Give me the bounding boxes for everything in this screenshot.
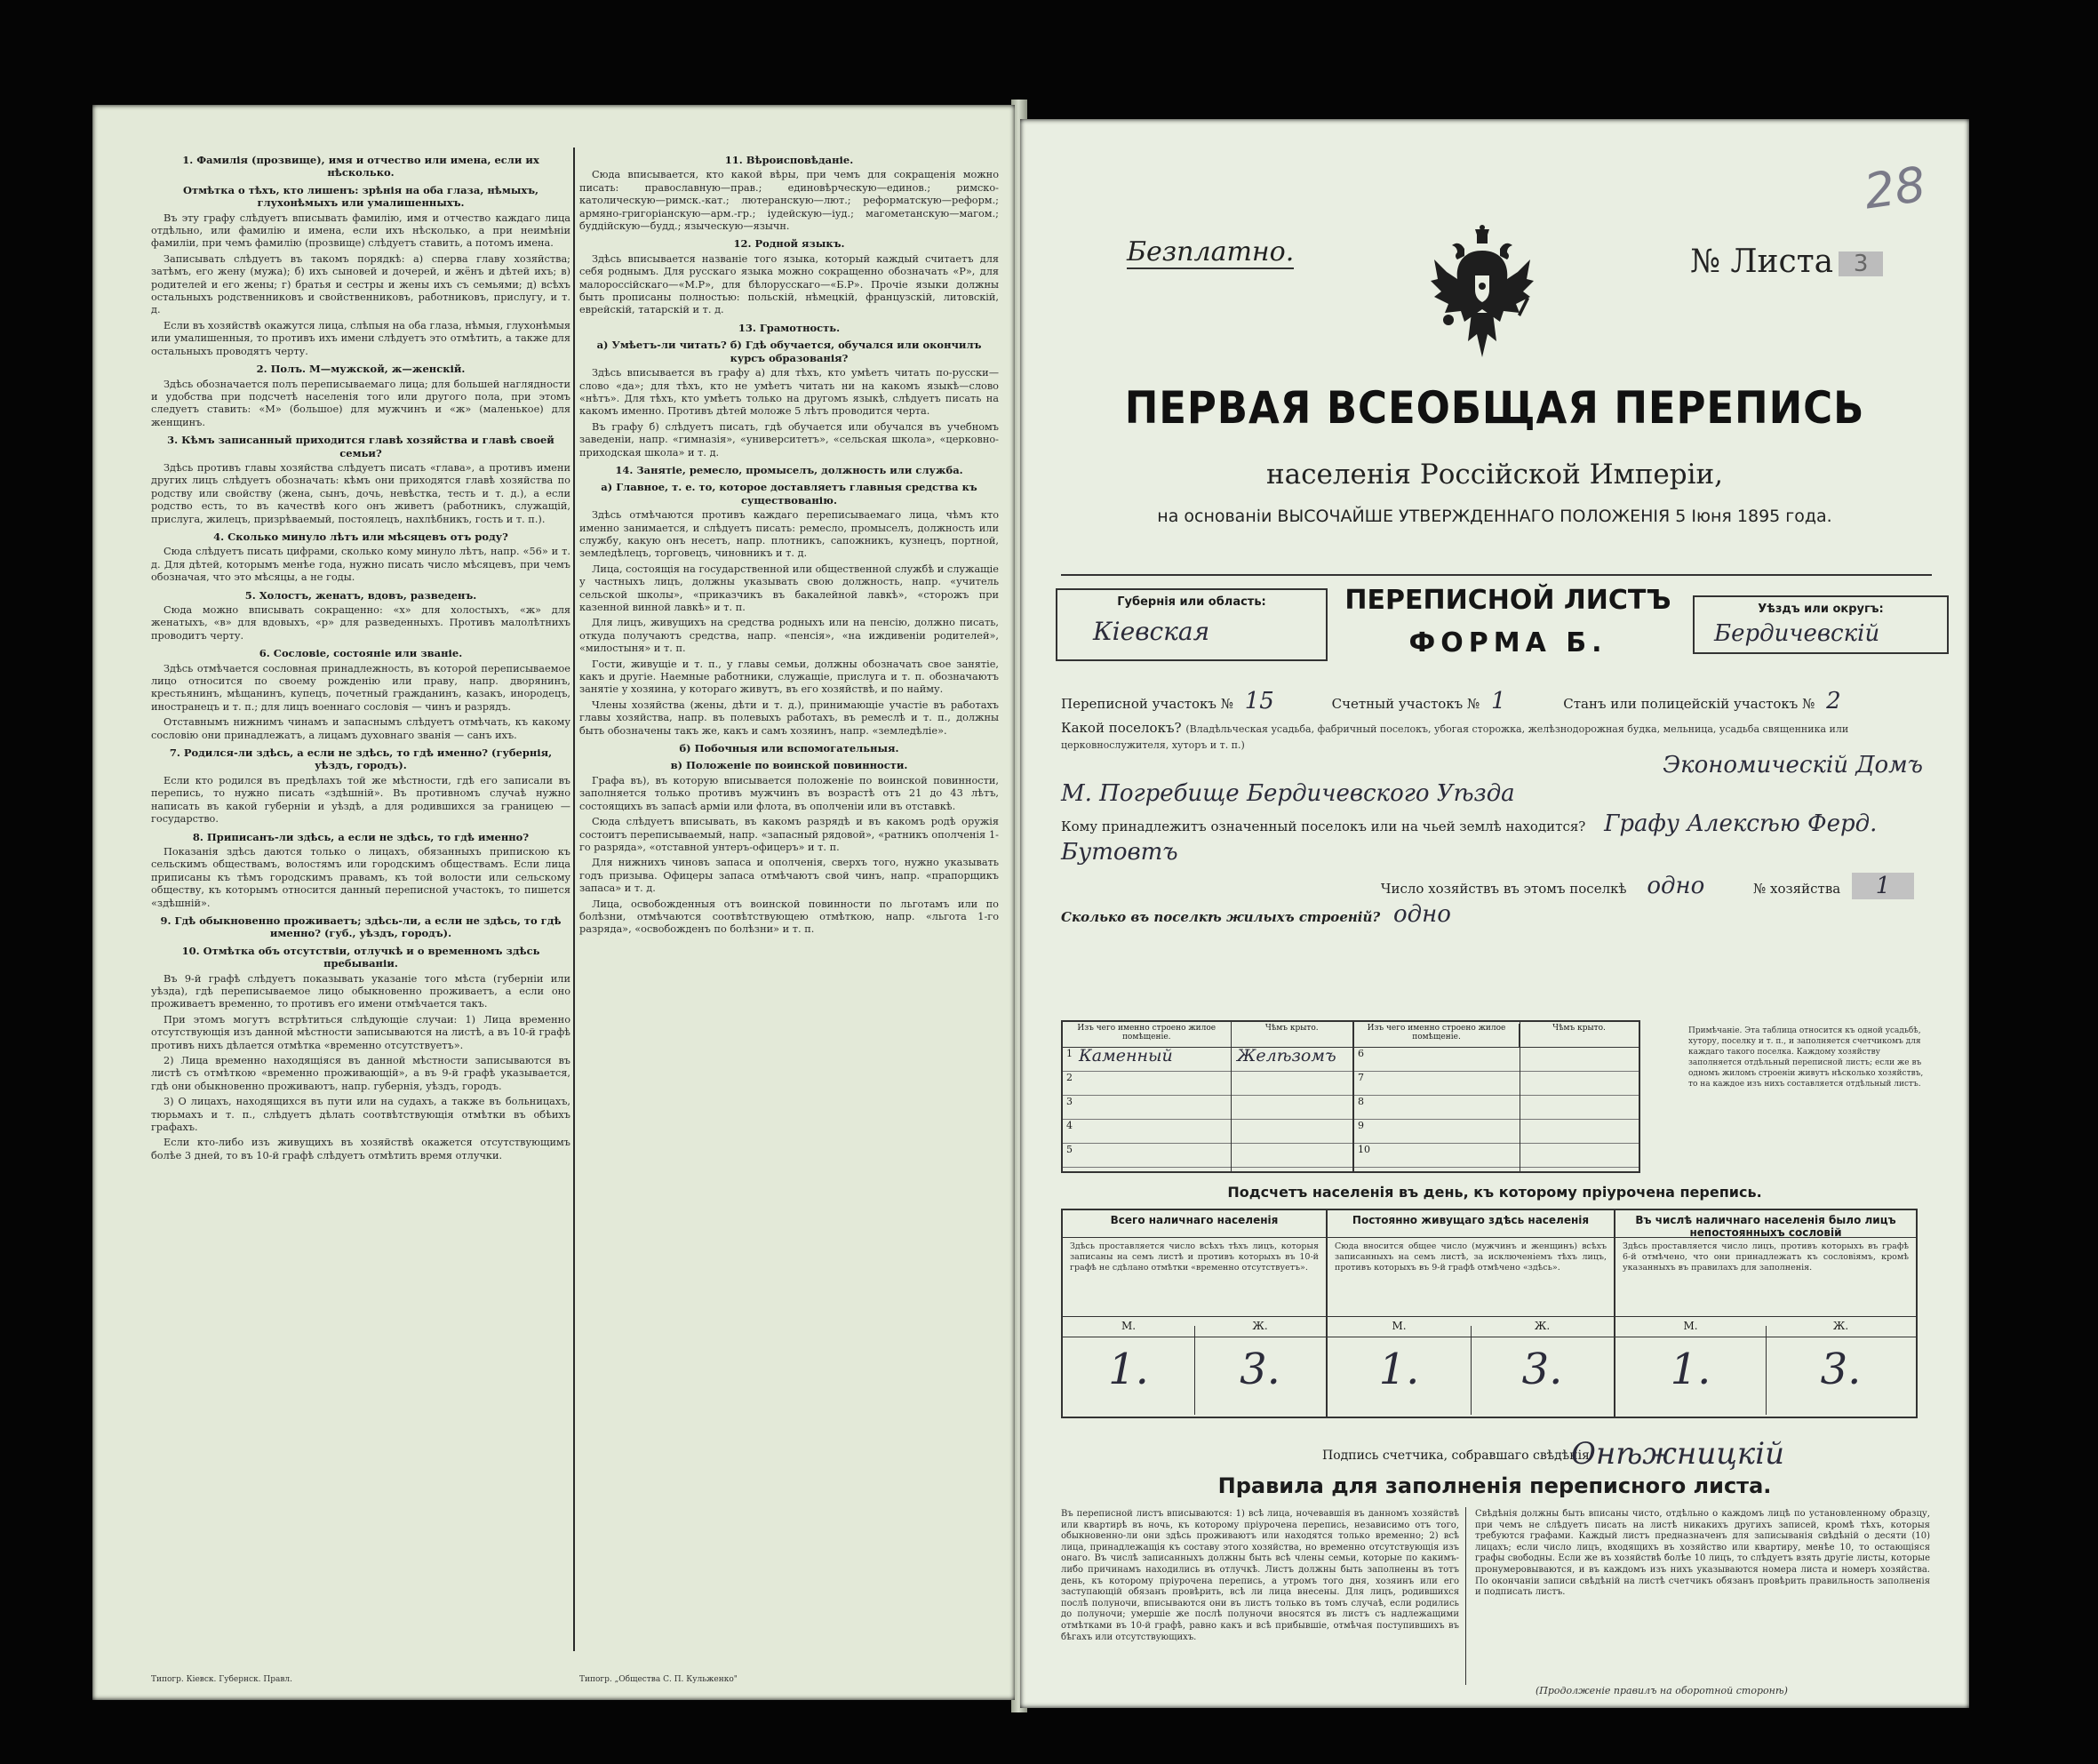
male-label: М. xyxy=(1392,1320,1407,1332)
section-paragraph: Сюда слѣдуетъ вписывать, въ какомъ разрядѣ и въ какомъ родѣ оружія состоитъ переписываемый, напр. «запасный рядовой», «ратникъ ополченія 1-го разряда», «отставной унтеръ-офицеръ» и т. п. xyxy=(579,816,999,853)
settlement-type-label: Какой поселокъ? xyxy=(1061,720,1182,736)
owner-row xyxy=(1061,810,1932,837)
female-label: Ж. xyxy=(1832,1320,1849,1332)
building-row-number: 5 xyxy=(1066,1144,1073,1155)
census-subtitle: населенія Россійской Имперіи, xyxy=(1265,459,1724,491)
count-precinct-value: 1 xyxy=(1490,688,1506,714)
building-row xyxy=(1063,1096,1352,1120)
instructions-column-1 xyxy=(151,149,570,1651)
building-row xyxy=(1063,1048,1352,1072)
household-no-label: № хозяйства xyxy=(1753,881,1841,897)
section-paragraph: Записывать слѣдуетъ въ такомъ порядкѣ: а) сперва главу хозяйства; затѣмъ, его жену (мужа); б) ихъ сыновей и дочерей, и жёнъ и дѣтей ихъ; в) родителей и его жены; г) братья и сестры и жены ихъ съ семьями; д) всѣхъ остальныхъ родственниковъ и свойственниковъ, работниковъ, прислугу, и т. д. xyxy=(151,252,570,316)
section-paragraph: Отставнымъ нижнимъ чинамъ и запаснымъ слѣдуетъ отмѣчать, къ какому сословію они принадлежатъ, а лицамъ духовнаго званія — санъ ихъ. xyxy=(151,716,570,741)
building-row-number: 8 xyxy=(1358,1096,1364,1107)
rules-title: Правила для заполненія переписного листа. xyxy=(1217,1473,1772,1498)
printer-imprint-right: Типогр. „Общества С. П. Кульженко" xyxy=(579,1675,738,1684)
female-label: Ж. xyxy=(1534,1320,1551,1332)
section-paragraph: Если кто родился въ предѣлахъ той же мѣстности, гдѣ его записали въ перепись, то нужно писать «здѣшній». Въ противномъ случаѣ нужно написать въ какой губерніи и уѣздѣ, а для родившихся за границею — государство. xyxy=(151,774,570,826)
section-heading: 13. Грамотность. xyxy=(738,321,841,334)
settlement-value-1: Экономическій Домъ xyxy=(1663,752,1923,778)
tally-half-divider xyxy=(1194,1326,1195,1415)
section-paragraph: Въ эту графу слѣдуетъ вписывать фамилію, имя и отчество каждаго лица отдѣльно, или фамилію и имена, если ихъ нѣсколько, а при неимѣніи фамиліи, при чемъ фамилію (прозвище) слѣдуетъ ставить, а потомъ имена. xyxy=(151,212,570,250)
signature-value: Онѣжницкій xyxy=(1571,1436,1785,1472)
census-precinct-value: 15 xyxy=(1244,688,1274,714)
section-paragraph: Если кто-либо изъ живущихъ въ хозяйствѣ окажется отсутствующимъ болѣе 3 дней, то въ 10-й графѣ слѣдуетъ отмѣтить время отлучки. xyxy=(151,1137,570,1161)
section-paragraph: Лица, состоящія на государственной или общественной службѣ и служащіе у частныхъ лицъ, должны указывать свою должность, напр. «учитель сельской школы», «приказчикъ въ бакалейной лавкѣ», «сторожъ при казенной винной лавкѣ» и т. п. xyxy=(579,563,999,613)
section-paragraph: Сюда можно вписывать сокращенно: «х» для холостыхъ, «ж» для женатыхъ, «в» для вдовыхъ, «р» для разведенныхъ. Противъ малолѣтнихъ проводитъ черту. xyxy=(151,604,570,642)
building-row-number: 9 xyxy=(1358,1120,1364,1131)
section-heading: 8. Приписанъ-ли здѣсь, а если не здѣсь, то гдѣ именно? xyxy=(192,830,530,843)
section-paragraph: Гости, живущіе и т. п., у главы семьи, должны обозначать свое занятіе, какъ и другіе. Наемные работники, служащіе, прислуга и т. п. обозначаютъ занятіе у хозяина, у котораго живутъ, въ его хозяйствѣ, и по найму. xyxy=(579,658,999,696)
section-heading: а) Главное, т. е. то, которое доставляетъ главныя средства къ существованію. xyxy=(601,481,977,507)
section-paragraph: Если въ хозяйствѣ окажутся лица, слѣпыя на оба глаза, нѣмыя, глухонѣмыя или умалишенныя, то противъ ихъ имени слѣдуетъ это отмѣтить, а также для остальныхъ проводятъ черту. xyxy=(151,319,570,357)
material-header: Изъ чего именно строено жилое помѣщеніе. xyxy=(1063,1024,1232,1047)
building-row xyxy=(1063,1120,1352,1144)
instructions-column-2 xyxy=(579,149,999,1651)
province-value: Кіевская xyxy=(1093,617,1210,646)
building-row xyxy=(1354,1072,1639,1096)
tally-column-title: Постоянно живущаго здѣсь населенія xyxy=(1328,1210,1614,1238)
buildings-table-header xyxy=(1063,1022,1352,1048)
handwritten-page-number: 28 xyxy=(1860,156,1929,220)
buildings-label: Сколько въ поселкѣ жилыхъ строеній? xyxy=(1061,909,1381,925)
male-count: 1. xyxy=(1108,1345,1149,1394)
tally-column xyxy=(1063,1210,1328,1417)
buildings-table-a xyxy=(1061,1020,1354,1173)
signature-label: Подпись счетчика, собравшаго свѣдѣнія xyxy=(1322,1449,1590,1463)
male-count: 1. xyxy=(1378,1345,1420,1394)
tally-column-description: Здѣсь проставляется число лицъ, противъ которыхъ въ графѣ 6-й отмѣчено, что они принадлежатъ къ сословіямъ, кромѣ указанныхъ въ правилахъ для заполненія. xyxy=(1615,1238,1916,1317)
free-of-charge-label: Безплатно. xyxy=(1127,236,1295,267)
right-page-census-form xyxy=(1020,119,1969,1708)
section-heading: 11. Вѣроисповѣданіе. xyxy=(724,154,854,166)
building-row xyxy=(1063,1144,1352,1168)
sheet-number-value: 3 xyxy=(1839,251,1883,276)
section-heading: а) Умѣетъ-ли читать? б) Гдѣ обучается, обучался или окончилъ курсъ образованія? xyxy=(596,339,982,364)
printer-imprint-left: Типогр. Кіевск. Губернск. Правл. xyxy=(151,1675,293,1684)
settlement-type-row xyxy=(1061,720,1932,752)
male-label: М. xyxy=(1121,1320,1137,1332)
section-paragraph: Показанія здѣсь даются только о лицахъ, обязанныхъ припискою къ сельскимъ обществамъ, волостямъ или городскимъ обществамъ. Если лица приписаны къ тѣмъ городскимъ правамъ, къ той волости или сельскому обществу, къ которымъ относится данный переписной участокъ, то пишется «здѣшній». xyxy=(151,845,570,909)
building-row xyxy=(1354,1120,1639,1144)
section-paragraph: Здѣсь противъ главы хозяйства слѣдуетъ писать «глава», а противъ имени других лицъ слѣдуетъ обозначать: кѣмъ они приходятся главѣ хозяйства по родству или свойству (жена, сынъ, дочь, невѣстка, тесть и т. д.), а если родство есть, то въ качествѣ кого онъ живетъ (работникъ, служащій, прислуга, жилецъ, призрѣваемый, постоялецъ, нахлѣбникъ, гость и т. п.). xyxy=(151,461,570,525)
building-roof: Желѣзомъ xyxy=(1237,1046,1336,1066)
police-precinct-label: Станъ или полицейскій участокъ № xyxy=(1563,696,1815,712)
tally-column-description: Здѣсь проставляется число всѣхъ тѣхъ лицъ, которыя записаны на семъ листѣ и противъ которыхъ въ 10-й графѣ не сдѣлано отмѣтки «временно отсутствуетъ». xyxy=(1063,1238,1326,1317)
owner-value-1: Графу Алексѣю Ферд. xyxy=(1604,810,1878,837)
decree-line: на основаніи ВЫСОЧАЙШЕ УТВЕРЖДЕННАГО ПОЛОЖЕНІЯ 5 Іюня 1895 года. xyxy=(1157,507,1832,526)
section-heading: 4. Сколько минуло лѣтъ или мѣсяцевъ отъ роду? xyxy=(213,530,508,543)
owner-label: Кому принадлежитъ означенный поселокъ или на чьей землѣ находится? xyxy=(1061,818,1586,834)
section-paragraph: Въ 9-й графѣ слѣдуетъ показывать указаніе того мѣста (губерніи или уѣзда), гдѣ переписываемое лицо обыкновенно проживаетъ, а если оно проживаетъ временно, то противъ его имени отмѣчается такъ. xyxy=(151,972,570,1010)
census-precinct-label: Переписной участокъ № xyxy=(1061,696,1233,712)
household-no-value: 1 xyxy=(1852,873,1914,899)
households-count-value: одно xyxy=(1647,873,1705,899)
police-precinct-value: 2 xyxy=(1826,688,1841,714)
settlement-value-row-2 xyxy=(1061,780,1932,807)
section-paragraph: Члены хозяйства (жены, дѣти и т. д.), принимающіе участіе въ работахъ главы хозяйства, напр. въ полевыхъ работахъ, въ ремеслѣ и т. п., должны быть обозначены такъ же, какъ и самъ хозяинъ, напр. «земледѣліе». xyxy=(579,698,999,737)
imperial-eagle-emblem-icon xyxy=(1429,224,1536,366)
population-tally-table xyxy=(1061,1209,1918,1418)
rules-column-1: Въ переписной листъ вписываются: 1) всѣ лица, ночевавшія въ данномъ хозяйствѣ или квартирѣ въ ночь, къ которому пріурочена перепись, независимо отъ того, обыкновенно-ли они здѣсь проживаютъ или находятся только временно; 2) всѣ лица, принадлежащія къ составу этого хозяйства, но временно отсутствующія изъ онаго. Въ числѣ записанныхъ должны быть всѣ члены семьи, которые по какимъ-либо причинамъ находились въ отлучкѣ. Листъ должны быть заполнены въ тотъ день, къ которому пріурочена перепись, а утромъ того дня, хозяинъ или его заступающій обязанъ провѣрить, всѣ ли лица внесены. Для лицъ, родившихся послѣ полуночи, вписываются они въ листъ только въ томъ случаѣ, если родились до полуночи; умершіе же послѣ полуночи вносятся въ листъ съ надлежащими отмѣтками въ 10-й графѣ, равно какъ и всѣ прибывшіе, отмѣчая поступившихъ въ бѣгахъ или отсутствующихъ. xyxy=(1061,1509,1459,1642)
form-name: ФОРМА Б. xyxy=(1408,627,1607,659)
tally-column-title: Въ числѣ наличнаго населенія было лицъ непостоянныхъ сословій xyxy=(1615,1210,1916,1238)
section-heading: 6. Сословіе, состояніе или званіе. xyxy=(259,647,463,660)
building-row xyxy=(1354,1144,1639,1168)
building-row-number: 10 xyxy=(1358,1144,1370,1155)
settlement-type-hint: (Владѣльческая усадьба, фабричный поселокъ, убогая сторожка, желѣзнодорожная будка, мельница, усадьба священника или церковнослужителя, хуторъ и т. п.) xyxy=(1061,723,1849,751)
rules-divider xyxy=(1465,1507,1466,1685)
section-heading: в) Положеніе по воинской повинности. xyxy=(670,759,908,772)
section-paragraph: Для нижнихъ чиновъ запаса и ополченія, сверхъ того, нужно указывать годъ призыва. Офицеры запаса отмѣчаютъ свой чинъ, напр. «прапорщикъ запаса» и т. д. xyxy=(579,857,999,895)
building-row-number: 6 xyxy=(1358,1048,1364,1059)
female-count: 3. xyxy=(1521,1345,1563,1394)
building-row-number: 4 xyxy=(1066,1120,1073,1131)
settlement-value-2: М. Погребище Бердичевского Уѣзда xyxy=(1061,780,1515,807)
header-rule xyxy=(1061,574,1932,576)
tally-column-description: Сюда вносится общее число (мужчинъ и женщинъ) всѣхъ записанныхъ на семъ листѣ, за исключеніемъ тѣхъ лицъ, противъ которыхъ въ 9-й графѣ отмѣчено «здѣсь». xyxy=(1328,1238,1614,1317)
buildings-rows-b xyxy=(1354,1048,1639,1168)
households-count-label: Число хозяйствъ въ этомъ поселкѣ xyxy=(1380,881,1627,897)
building-row-number: 1 xyxy=(1066,1048,1073,1059)
households-row xyxy=(1061,873,1932,899)
section-heading: 14. Занятіе, ремесло, промыселъ, должность или служба. xyxy=(615,463,963,476)
male-count: 1. xyxy=(1670,1345,1711,1394)
building-row-number: 2 xyxy=(1066,1072,1073,1083)
count-precinct-label: Счетный участокъ № xyxy=(1331,696,1480,712)
rules-continuation-note: (Продолженіе правилъ на оборотной сторонѣ) xyxy=(1536,1685,1788,1696)
section-paragraph: Здѣсь вписывается въ графу а) для тѣхъ, кто умѣетъ читать по-русски—слово «да»; для тѣхъ, кто не умѣетъ читать ни на какомъ языкѣ—слово «нѣтъ». Для тѣхъ, кто умѣетъ только на другомъ языкѣ, слѣдуетъ писать на какомъ именно. Противъ дѣтей моложе 5 лѣтъ проводится черта. xyxy=(579,367,999,418)
buildings-row xyxy=(1061,901,1932,928)
district-label: Уѣздъ или округъ: xyxy=(1758,603,1884,616)
buildings-table-b xyxy=(1352,1020,1640,1173)
section-heading: Отмѣтка о тѣхъ, кто лишенъ: зрѣнія на оба глаза, нѣмыхъ, глухонѣмыхъ или умалишенныхъ. xyxy=(182,183,539,210)
section-paragraph: При этомъ могутъ встрѣтиться слѣдующіе случаи: 1) Лица временно отсутствующія изъ данной мѣстности записываются на листѣ, а въ 10-й графѣ противъ нихъ дѣлается отмѣтка «временно отсутствуетъ». xyxy=(151,1013,570,1051)
roof-header: Чѣмъ крыто. xyxy=(1264,1024,1319,1033)
form-title: ПЕРЕПИСНОЙ ЛИСТЪ xyxy=(1344,585,1671,616)
tally-half-divider xyxy=(1471,1326,1472,1415)
section-heading: 7. Родился-ли здѣсь, а если не здѣсь, то гдѣ именно? (губернія, уѣздъ, городъ). xyxy=(169,746,553,772)
section-paragraph: Сюда слѣдуетъ писать цифрами, сколько кому минуло лѣтъ, напр. «56» и т. д. Для дѣтей, которымъ менѣе года, нужно писать число мѣсяцевъ, при чемъ обозначая, что это мѣсяцы, а не годы. xyxy=(151,546,570,584)
sheet-number xyxy=(1690,243,1883,280)
building-row-number: 7 xyxy=(1358,1072,1364,1083)
province-box xyxy=(1056,588,1328,661)
rules-column-2: Свѣдѣнія должны быть вписаны чисто, отдѣльно о каждомъ лицѣ по установленному образцу, при чемъ не слѣдуетъ писать на листѣ никакихъ другихъ записей, кромѣ тѣхъ, которыя требуются графами. Каждый листъ предназначенъ для записыванія свѣдѣній о десяти (10) лицахъ; если число лицъ, входящихъ въ хозяйство или квартиру, менѣе 10, то остающіяся графы свободны. Если же въ хозяйствѣ болѣе 10 лицъ, то слѣдуетъ взять другіе листы, которые пронумеровываются, и въ каждомъ изъ нихъ указываются номера листа и номеръ хозяйства. По окончаніи записи свѣдѣній на листѣ счетчикъ обязанъ провѣрить правильность заполненія и подписать листъ. xyxy=(1475,1509,1930,1598)
tally-column xyxy=(1615,1210,1916,1417)
building-row xyxy=(1063,1072,1352,1096)
male-label: М. xyxy=(1683,1320,1698,1332)
buildings-value: одно xyxy=(1392,901,1451,928)
tally-column xyxy=(1328,1210,1615,1417)
tally-title: Подсчетъ населенія въ день, къ которому пріурочена перепись. xyxy=(1227,1184,1762,1201)
section-heading: 3. Кѣмъ записанный приходится главѣ хозяйства и главѣ своей семьи? xyxy=(167,434,554,459)
roof-header-b: Чѣмъ крыто. xyxy=(1552,1024,1606,1033)
section-heading: 12. Родной языкъ. xyxy=(733,237,845,251)
census-title: ПЕРВАЯ ВСЕОБЩАЯ ПЕРЕПИСЬ xyxy=(1124,382,1865,434)
buildings-table-header-b xyxy=(1354,1022,1639,1048)
material-header-b: Изъ чего именно строено жилое помѣщеніе. xyxy=(1354,1024,1520,1047)
province-label: Губернія или область: xyxy=(1117,595,1266,609)
settlement-value-row-1 xyxy=(1061,752,1932,778)
precinct-row xyxy=(1061,688,1932,714)
section-heading: 9. Гдѣ обыкновенно проживаетъ; здѣсь-ли, а если не здѣсь, то гдѣ именно? (губ., уѣздъ, городъ). xyxy=(160,914,562,940)
building-material: Каменный xyxy=(1079,1046,1173,1066)
section-heading: б) Побочныя или вспомогательныя. xyxy=(679,742,899,755)
section-heading: 1. Фамилія (прозвище), имя и отчество или имена, если их нѣсколько. xyxy=(182,154,539,180)
buildings-rows-a xyxy=(1063,1048,1352,1168)
table-note: Примѣчаніе. Эта таблица относится къ одной усадьбѣ, хутору, поселку и т. п., и заполняется счетчикомъ для каждаго такого поселка. Каждому хозяйству заполняется отдѣльный переписной листъ; если же въ одномъ жиломъ строеніи живутъ нѣсколько хозяйствъ, то на каждое изъ нихъ составляется отдѣльный листъ. xyxy=(1688,1026,1924,1089)
section-paragraph: Здѣсь отмѣчаются противъ каждаго переписываемаго лица, чѣмъ кто именно занимается, и слѣдуетъ писать: ремесло, промыселъ, должность или службу, какую онъ несетъ, напр. плотникъ, сапожникъ, кузнецъ, портной, земледѣлецъ, торговецъ, чиновникъ и т. д. xyxy=(579,509,999,560)
building-row xyxy=(1354,1048,1639,1072)
owner-value-2: Бутовтъ xyxy=(1061,839,1178,866)
section-paragraph: 2) Лица временно находящіяся въ данной мѣстности записываются въ листѣ съ отмѣткою «временно проживающій», а въ 9-й графѣ указывается, гдѣ они обыкновенно проживаютъ, напр. губернія, уѣздъ, городъ. xyxy=(151,1055,570,1092)
section-paragraph: Лица, освобожденныя отъ воинской повинности по льготамъ или по болѣзни, отмѣчаются соотвѣтствующею отмѣткою, напр. «льгота 1-го разряда», «освобожденъ по болѣзни» и т. п. xyxy=(579,898,999,936)
section-paragraph: 3) О лицахъ, находящихся въ пути или на судахъ, а также въ больницахъ, тюрьмахъ и т. п., слѣдуетъ дѣлать соотвѣтствующія отмѣтки въ обѣихъ графахъ. xyxy=(151,1096,570,1134)
sheet-number-label: № Листа xyxy=(1690,243,1834,280)
building-row xyxy=(1354,1096,1639,1120)
section-paragraph: Здѣсь обозначается полъ переписываемаго лица; для большей наглядности и удобства при подсчетѣ населенія того или другого пола, при этомъ следуетъ ставить: «М» (большое) для мужчинъ и «ж» (маленькое) для женщинъ. xyxy=(151,378,570,428)
section-paragraph: Для лицъ, живущихъ на средства родныхъ или на пенсію, должно писать, откуда получаютъ средства, напр. «пенсія», «на иждивеніи родителей», «милостыня» и т. п. xyxy=(579,617,999,655)
section-paragraph: Въ графу б) слѣдуетъ писать, гдѣ обучается или обучался въ учебномъ заведеніи, напр. «гимназія», «университетъ», «сельская школа», «церковно-приходская школа» и т. д. xyxy=(579,420,999,459)
left-page-instructions xyxy=(92,105,1015,1700)
tally-column-title: Всего наличнаго населенія xyxy=(1063,1210,1326,1238)
building-row-number: 3 xyxy=(1066,1096,1073,1107)
female-count: 3. xyxy=(1240,1345,1280,1394)
section-heading: 2. Полъ. М—мужской, ж—женскій. xyxy=(256,363,466,376)
district-value: Бердичевскій xyxy=(1714,620,1880,647)
section-heading: 10. Отмѣтка объ отсутствіи, отлучкѣ и о временномъ здѣсь пребываніи. xyxy=(181,944,540,970)
section-heading: 5. Холостъ, женатъ, вдовъ, разведенъ. xyxy=(244,588,477,602)
owner-row-2 xyxy=(1061,839,1932,866)
district-box xyxy=(1693,595,1949,654)
section-paragraph: Сюда вписывается, кто какой вѣры, при чемъ для сокращенія можно писать: православную—прав.; единовѣрческую—единов.; римско-католическую—римск.-кат.; лютеранскую—лют.; реформатскую—реформ.; армяно-григоріанскую—арм.-гр.; іудейскую—іуд.; магометанскую—магом.; буддійскую—будд.; языческую—язычн. xyxy=(579,169,999,233)
section-paragraph: Графа въ), въ которую вписывается положеніе по воинской повинности, заполняется только противъ мужчинъ въ возрастѣ отъ 21 до 43 лѣтъ, состоящихъ въ запасѣ арміи или флота, въ ополченіи или въ отставкѣ. xyxy=(579,774,999,812)
section-paragraph: Здѣсь отмѣчается сословная принадлежность, въ которой переписываемое лицо относится по своему рожденію или праву, напр. дворянинъ, крестьянинъ, мѣщанинъ, купецъ, почетный гражданинъ, казакъ, инородецъ, иностранецъ и т. п.; для лицъ военнаго сословія — чинъ и разрядъ. xyxy=(151,662,570,713)
tally-half-divider xyxy=(1766,1326,1767,1415)
section-paragraph: Здѣсь вписывается названіе того языка, который каждый считаетъ для себя роднымъ. Для русскаго языка можно сокращенно обозначать «Р», для малороссійскаго—«М.Р», для бѣлорусскаго—«Б.Р». Прочіе языки должны быть прописаны полностью: польскій, нѣмецкій, французскій, литовскій, еврейскій, татарскій и т. д. xyxy=(579,252,999,316)
female-count: 3. xyxy=(1820,1345,1862,1394)
female-label: Ж. xyxy=(1252,1320,1268,1332)
column-divider xyxy=(573,148,575,1651)
